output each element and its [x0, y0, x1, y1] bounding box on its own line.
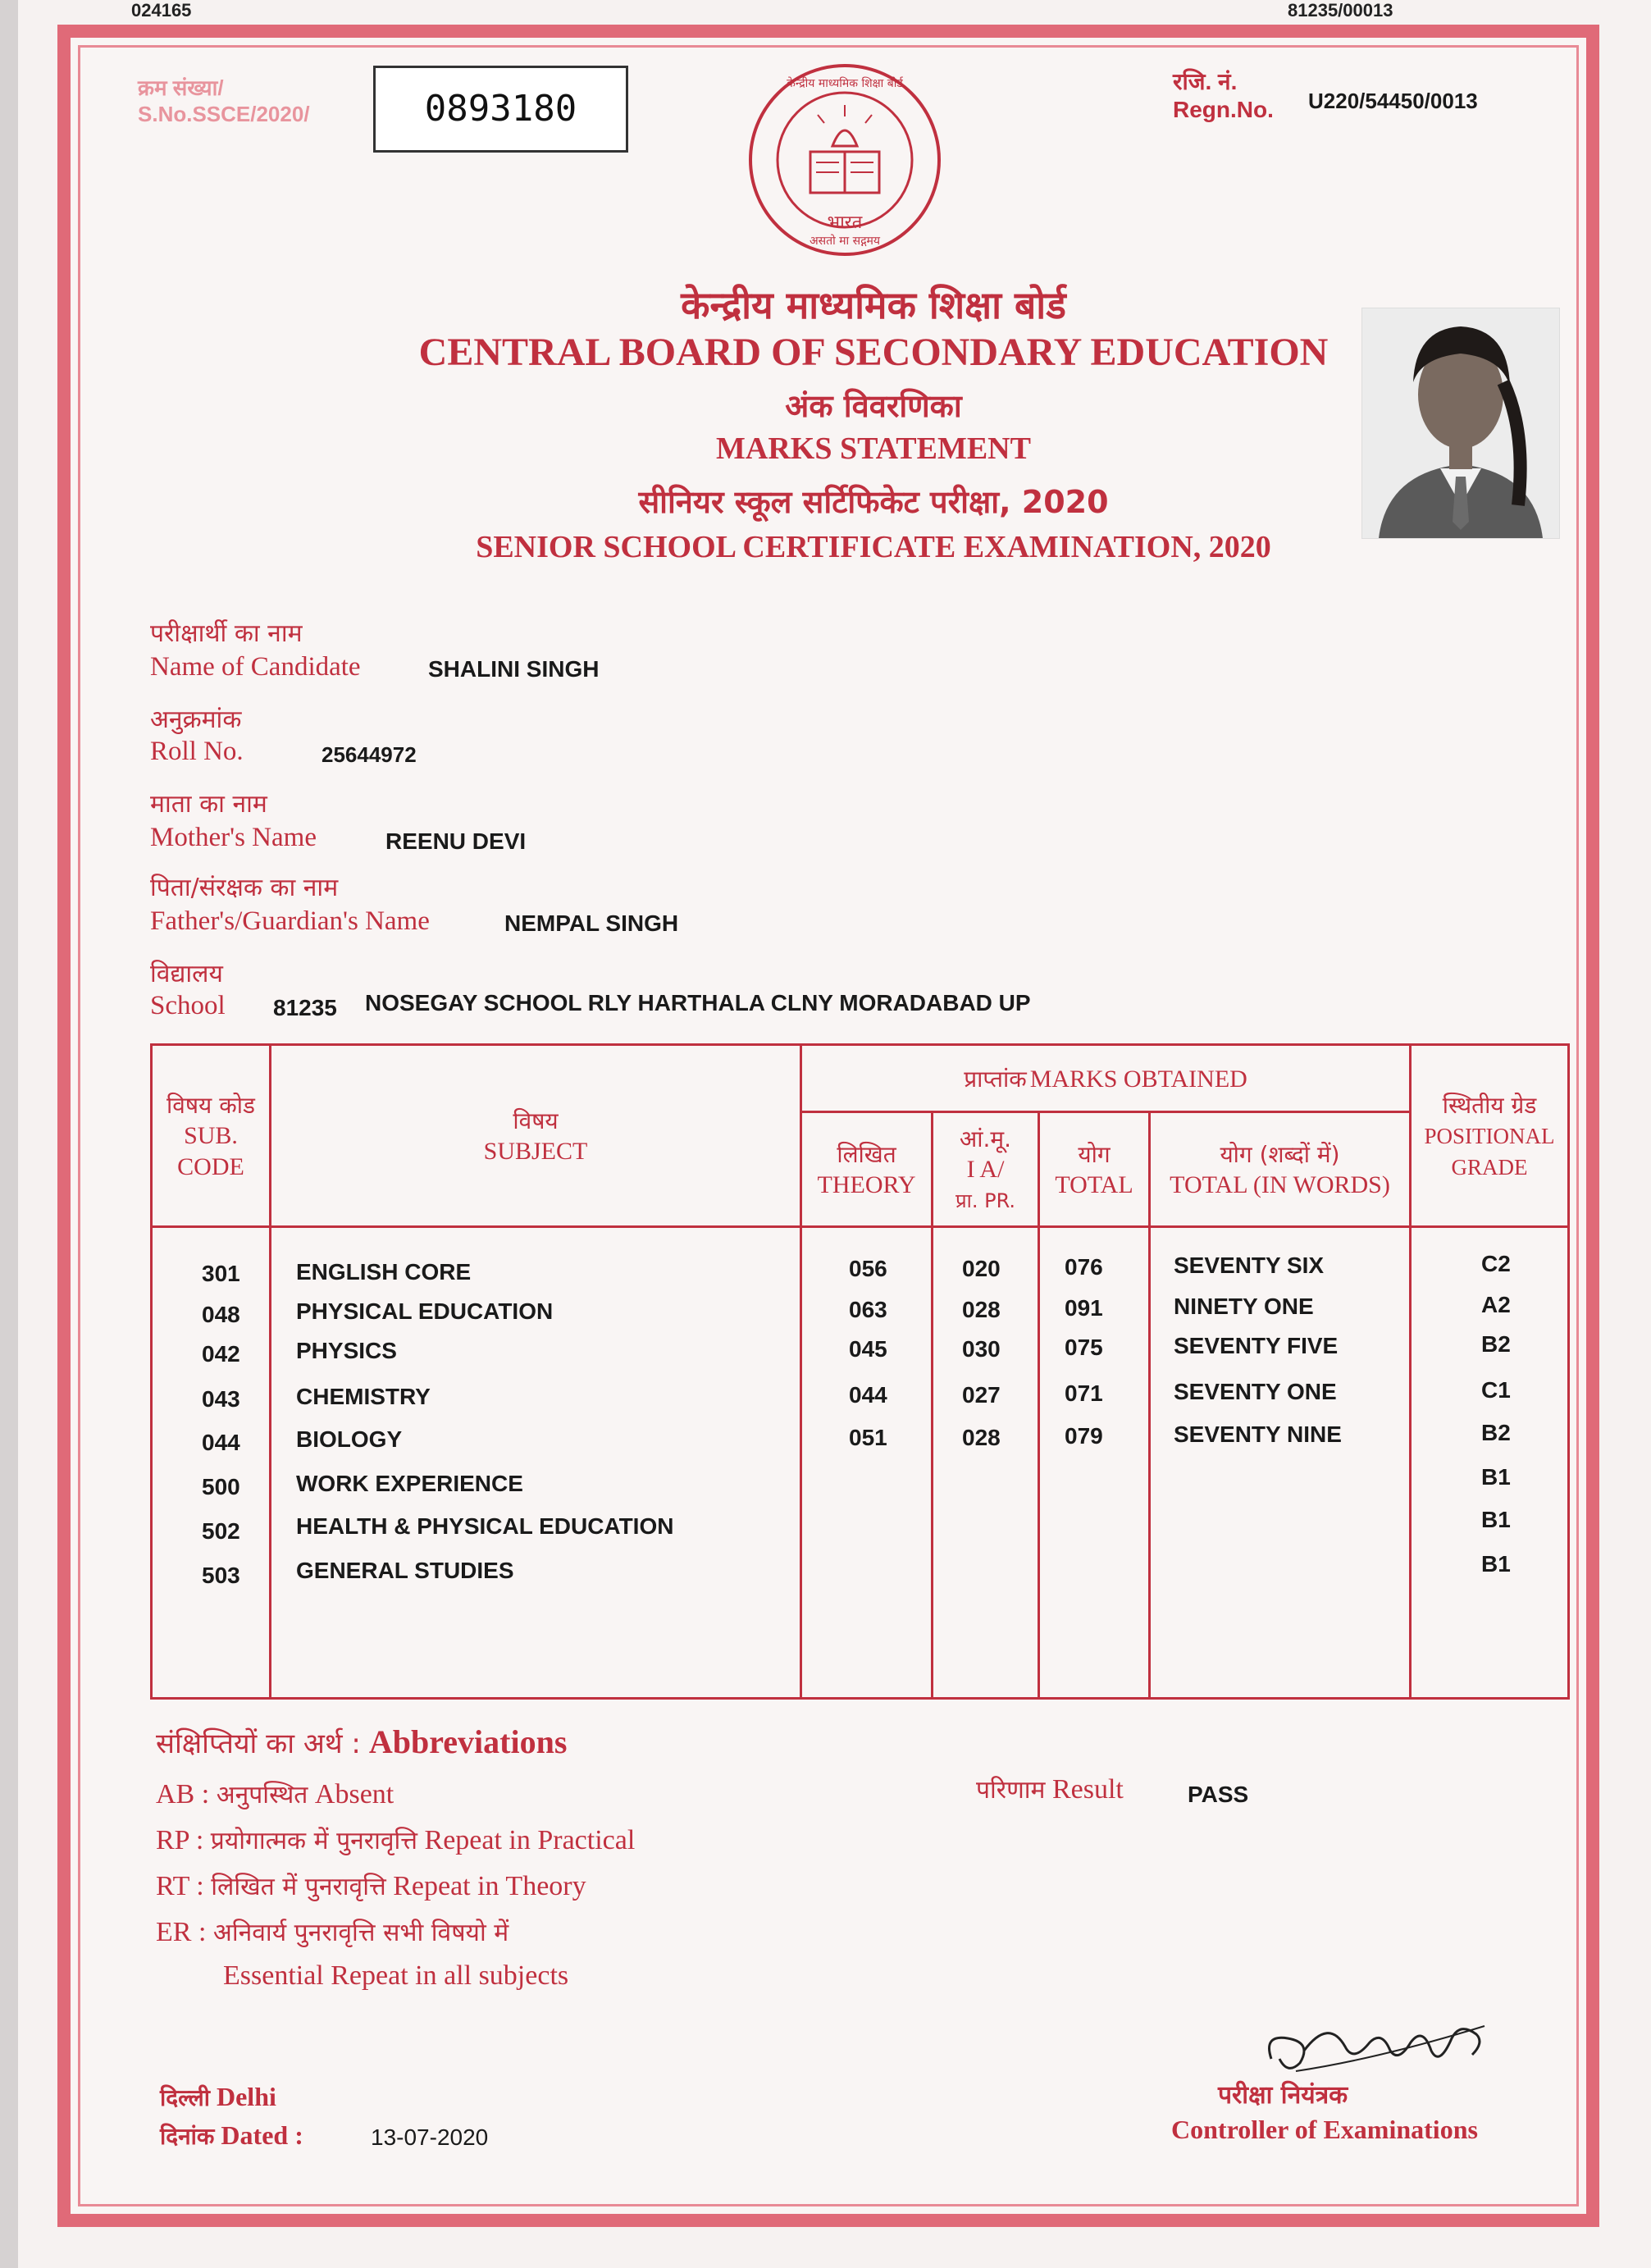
column-total [1039, 1227, 1150, 1699]
row-grade: B2 [1481, 1420, 1511, 1445]
row-theory: 056 [849, 1256, 887, 1281]
row-grade: C1 [1481, 1377, 1511, 1403]
column-theory [801, 1227, 933, 1699]
row-code: 043 [202, 1386, 240, 1412]
header-sub-code: विषय कोड SUB. CODE [152, 1045, 271, 1227]
header-positional-grade: स्थितीय ग्रेड POSITIONAL GRADE [1411, 1045, 1569, 1227]
column-ia [933, 1227, 1039, 1699]
exam-title-hi: सीनियर स्कूल सर्टिफिकेट परीक्षा, 2020 [638, 484, 1109, 520]
row-subject: GENERAL STUDIES [296, 1558, 514, 1583]
abbr-er-en: Essential Repeat in all subjects [223, 1960, 569, 1991]
column-grade [1411, 1227, 1569, 1699]
row-subject: PHYSICS [296, 1338, 397, 1363]
roll-label-en: Roll No. [150, 737, 244, 766]
row-subject: ENGLISH CORE [296, 1259, 472, 1285]
school-name: NOSEGAY SCHOOL RLY HARTHALA CLNY MORADABAD UP [365, 990, 1031, 1015]
row-total: 075 [1065, 1335, 1103, 1360]
result-value: PASS [1188, 1782, 1249, 1807]
controller-title-hi: परीक्षा नियंत्रक [1218, 2081, 1348, 2110]
top-left-code: 024165 [131, 0, 192, 21]
row-subject: PHYSICAL EDUCATION [296, 1298, 554, 1324]
row-total: 079 [1065, 1423, 1103, 1449]
row-grade: B2 [1481, 1331, 1511, 1357]
marks-table [150, 1043, 1570, 1700]
row-grade: A2 [1481, 1292, 1511, 1317]
scan-edge [0, 0, 18, 2268]
row-subject: BIOLOGY [296, 1426, 403, 1452]
abbreviations-title: संक्षिप्तियों का अर्थ : Abbreviations [156, 1723, 568, 1760]
school-label-hi: विद्यालय [150, 960, 223, 988]
row-code: 301 [202, 1261, 240, 1286]
row-theory: 044 [849, 1382, 887, 1408]
header-ia-pr: आं.मू. I A/ प्रा. PR. [933, 1112, 1039, 1227]
father-name: NEMPAL SINGH [504, 910, 679, 936]
row-ia: 020 [962, 1256, 1001, 1281]
row-total-words: NINETY ONE [1174, 1294, 1314, 1319]
father-label-en: Father's/Guardian's Name [150, 906, 430, 936]
candidate-photo-image [1362, 308, 1559, 538]
row-grade: B1 [1481, 1464, 1511, 1490]
school-label-en: School [150, 991, 226, 1020]
row-code: 503 [202, 1563, 240, 1588]
abbr-rp: RP : प्रयोगात्मक में पुनरावृत्ति Repeat in Practical [156, 1825, 636, 1855]
serial-number: 0893180 [373, 66, 628, 153]
row-code: 502 [202, 1518, 240, 1544]
column-total-words [1150, 1227, 1411, 1699]
emblem-board-name: केन्द्रीय माध्यमिक शिक्षा बोर्ड [787, 77, 903, 90]
emblem-motto: असतो मा सद्गमय [809, 235, 881, 248]
row-grade: C2 [1481, 1251, 1511, 1276]
row-code: 500 [202, 1474, 240, 1499]
place: दिल्ली Delhi [160, 2082, 276, 2111]
regn-label-en: Regn.No. [1173, 97, 1274, 122]
serial-label-hi: क्रम संख्या/ [138, 75, 224, 100]
row-grade: B1 [1481, 1551, 1511, 1577]
abbr-rt: RT : लिखित में पुनरावृत्ति Repeat in Theory [156, 1871, 586, 1901]
row-subject: CHEMISTRY [296, 1384, 431, 1409]
row-ia: 028 [962, 1297, 1001, 1322]
mother-label-hi: माता का नाम [150, 790, 267, 819]
row-code: 048 [202, 1302, 240, 1327]
header-theory: लिखित THEORY [801, 1112, 933, 1227]
roll-label-hi: अनुक्रमांक [150, 705, 242, 734]
dated-value: 13-07-2020 [371, 2124, 489, 2150]
header-marks-obtained: प्राप्तांक MARKS OBTAINED [801, 1045, 1411, 1112]
serial-label-en: S.No.SSCE/2020/ [138, 102, 310, 126]
abbr-ab: AB : अनुपस्थित Absent [156, 1779, 395, 1809]
name-label-en: Name of Candidate [150, 652, 361, 682]
row-ia: 030 [962, 1336, 1001, 1362]
row-ia: 027 [962, 1382, 1001, 1408]
row-total-words: SEVENTY NINE [1174, 1421, 1342, 1447]
result-label: परिणाम Result [976, 1774, 1124, 1805]
dated-label: दिनांक Dated : [160, 2120, 303, 2150]
row-grade: B1 [1481, 1507, 1511, 1532]
school-code: 81235 [273, 995, 337, 1020]
emblem-text-bharat: भारत [827, 212, 863, 233]
header-total: योग TOTAL [1039, 1112, 1150, 1227]
row-total-words: SEVENTY SIX [1174, 1253, 1325, 1278]
controller-title-en: Controller of Examinations [1171, 2115, 1478, 2144]
row-total: 071 [1065, 1380, 1103, 1406]
row-subject: WORK EXPERIENCE [296, 1471, 523, 1496]
regn-number: U220/54450/0013 [1308, 89, 1478, 113]
row-theory: 063 [849, 1297, 887, 1322]
row-total: 091 [1065, 1295, 1103, 1321]
column-subjects [271, 1227, 801, 1699]
row-total-words: SEVENTY ONE [1174, 1379, 1337, 1404]
doc-title-en: MARKS STATEMENT [716, 431, 1031, 466]
mother-label-en: Mother's Name [150, 823, 317, 852]
roll-number: 25644972 [322, 742, 417, 767]
row-total: 076 [1065, 1254, 1103, 1280]
candidate-name: SHALINI SINGH [428, 656, 600, 682]
row-code: 044 [202, 1430, 240, 1455]
doc-title-hi: अंक विवरणिका [785, 388, 962, 424]
board-title-en: CENTRAL BOARD OF SECONDARY EDUCATION [418, 331, 1329, 374]
header-subject: विषय SUBJECT [271, 1045, 801, 1227]
mother-name: REENU DEVI [385, 828, 527, 854]
top-right-code: 81235/00013 [1288, 0, 1393, 21]
row-ia: 028 [962, 1425, 1001, 1450]
candidate-photo [1361, 308, 1560, 539]
board-title-hi: केन्द्रीय माध्यमिक शिक्षा बोर्ड [681, 283, 1066, 327]
controller-signature [1255, 2001, 1501, 2083]
regn-label-hi: रजि. नं. [1173, 69, 1238, 94]
row-subject: HEALTH & PHYSICAL EDUCATION [296, 1513, 674, 1539]
row-total-words: SEVENTY FIVE [1174, 1333, 1339, 1358]
exam-title-en: SENIOR SCHOOL CERTIFICATE EXAMINATION, 2020 [476, 530, 1271, 564]
row-theory: 051 [849, 1425, 887, 1450]
abbr-er: ER : अनिवार्य पुनरावृत्ति सभी विषयो में [156, 1917, 509, 1947]
column-codes [152, 1227, 271, 1699]
header-total-words: योग (शब्दों में) TOTAL (IN WORDS) [1150, 1112, 1411, 1227]
father-label-hi: पिता/संरक्षक का नाम [150, 874, 339, 902]
row-theory: 045 [849, 1336, 887, 1362]
row-code: 042 [202, 1341, 240, 1367]
name-label-hi: परीक्षार्थी का नाम [150, 619, 303, 648]
